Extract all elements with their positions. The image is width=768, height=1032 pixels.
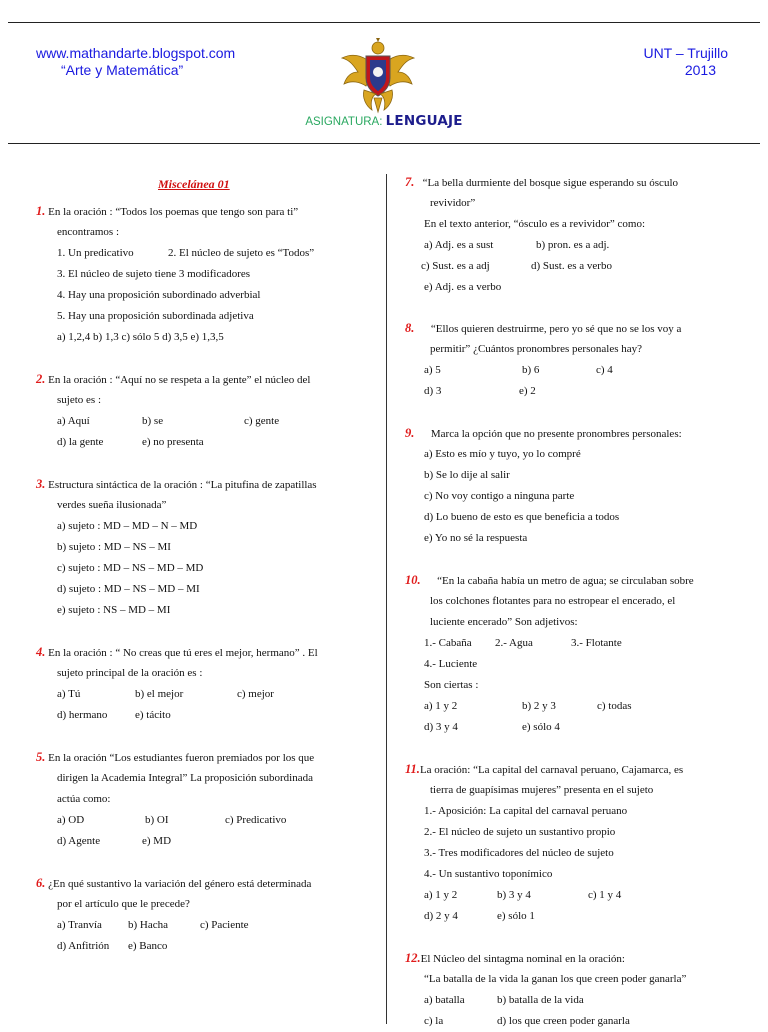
university-name: UNT – Trujillo bbox=[643, 45, 728, 61]
option: a) 1 y 2 bbox=[424, 700, 458, 712]
question-number: 4. bbox=[36, 645, 46, 659]
question-6 bbox=[36, 873, 311, 895]
header-rule bbox=[8, 143, 760, 144]
option: 4.- Luciente bbox=[424, 658, 478, 670]
question-number: 10. bbox=[405, 573, 421, 587]
question-number: 2. bbox=[36, 372, 46, 386]
question-4 bbox=[36, 642, 318, 664]
question-text: permitir” ¿Cuántos pronombres personales hay? bbox=[430, 343, 642, 355]
question-number: 11. bbox=[405, 762, 420, 776]
question-1 bbox=[36, 201, 298, 223]
question-text: dirigen la Academia Integral” La proposición subordinada bbox=[57, 772, 313, 784]
option: 2. El núcleo de sujeto es “Todos” bbox=[168, 247, 315, 259]
option: 3. El núcleo de sujeto tiene 3 modificadores bbox=[57, 268, 251, 280]
question-number: 12. bbox=[405, 951, 421, 965]
option: c) Predicativo bbox=[225, 814, 287, 826]
question-number: 9. bbox=[405, 426, 415, 440]
option: d) 3 bbox=[424, 385, 442, 397]
option: a) Aquí bbox=[57, 415, 90, 427]
subject-label: ASIGNATURA: bbox=[305, 116, 386, 128]
top-rule bbox=[8, 22, 760, 23]
question-8 bbox=[405, 318, 681, 340]
option: c) gente bbox=[244, 415, 280, 427]
university-crest-logo bbox=[340, 38, 416, 114]
question-text: ¿En qué sustantivo la variación del género está determinada bbox=[48, 878, 312, 890]
option: 5. Hay una proposición subordinada adjetiva bbox=[57, 310, 254, 322]
subject-heading bbox=[0, 113, 768, 129]
option: e) sujeto : NS – MD – MI bbox=[57, 604, 171, 616]
option: 3.- Tres modificadores del núcleo de sujeto bbox=[424, 847, 614, 859]
option: c) todas bbox=[597, 700, 632, 712]
option: d) la gente bbox=[57, 436, 104, 448]
question-text: “La batalla de la vida la ganan los que creen poder ganarla” bbox=[424, 973, 687, 985]
option: a) 1 y 2 bbox=[424, 889, 458, 901]
question-text: En la oración : “Aquí no se respeta a la gente” el núcleo del bbox=[48, 374, 311, 386]
question-text: “La bella durmiente del bosque sigue esperando su ósculo bbox=[422, 177, 678, 189]
question-12 bbox=[405, 948, 625, 970]
question-text bbox=[430, 591, 732, 612]
question-3 bbox=[36, 474, 317, 496]
option: b) sujeto : MD – NS – MI bbox=[57, 541, 171, 553]
option: e) no presenta bbox=[142, 436, 204, 448]
option: b) 6 bbox=[522, 364, 540, 376]
website-link[interactable]: www.mathandarte.blogspot.com bbox=[36, 45, 236, 61]
question-text: encontramos : bbox=[57, 226, 120, 238]
question-5 bbox=[36, 747, 314, 769]
option: 1. Un predicativo bbox=[57, 247, 134, 259]
question-text: revividor” bbox=[430, 197, 476, 209]
option: a) Adj. es a sust bbox=[424, 239, 494, 251]
option: b) Hacha bbox=[128, 919, 169, 931]
option: d) Sust. es a verbo bbox=[531, 260, 612, 272]
option: b) 3 y 4 bbox=[497, 889, 531, 901]
header-left bbox=[36, 45, 235, 79]
question-text: Marca la opción que no presente pronombres personales: bbox=[430, 428, 682, 440]
option: e) tácito bbox=[135, 709, 171, 721]
question-text: En el texto anterior, “ósculo es a revividor” como: bbox=[424, 218, 646, 230]
option: c) Paciente bbox=[200, 919, 249, 931]
option: d) Lo bueno de esto es que beneficia a todos bbox=[424, 511, 620, 523]
question-text: actúa como: bbox=[57, 793, 111, 805]
option: a) 1,2,4 b) 1,3 c) sólo 5 d) 3,5 e) 1,3,5 bbox=[57, 331, 224, 343]
question-9 bbox=[405, 423, 682, 445]
option: d) 2 y 4 bbox=[424, 910, 458, 922]
option: 1.- Cabaña bbox=[424, 637, 472, 649]
option: a) sujeto : MD – MD – N – MD bbox=[57, 520, 198, 532]
option: e) sólo 4 bbox=[522, 721, 560, 733]
option: 2.- El núcleo de sujeto un sustantivo propio bbox=[424, 826, 616, 838]
question-number: 8. bbox=[405, 321, 415, 335]
option: a) OD bbox=[57, 814, 85, 826]
option: a) Tú bbox=[57, 688, 81, 700]
option: d) Anfitrión bbox=[57, 940, 110, 952]
option: 3.- Flotante bbox=[571, 637, 622, 649]
question-text: El Núcleo del sintagma nominal en la oración: bbox=[420, 953, 625, 965]
question-text: tierra de guapísimas mujeres” presenta en el sujeto bbox=[430, 784, 654, 796]
question-text: En la oración : “Todos los poemas que tengo son para ti” bbox=[48, 206, 299, 218]
option: d) Agente bbox=[57, 835, 101, 847]
option: a) Tranvía bbox=[57, 919, 102, 931]
option: c) Sust. es a adj bbox=[421, 260, 490, 272]
question-10 bbox=[405, 570, 694, 592]
question-text: luciente encerado” Son adjetivos: bbox=[430, 616, 578, 628]
question-text: En la oración “Los estudiantes fueron premiados por los que bbox=[48, 752, 315, 764]
question-7 bbox=[405, 172, 678, 194]
option: e) Adj. es a verbo bbox=[424, 281, 502, 293]
question-number: 1. bbox=[36, 204, 46, 218]
year: 2013 bbox=[684, 62, 716, 78]
option: b) OI bbox=[145, 814, 169, 826]
option: c) No voy contigo a ninguna parte bbox=[424, 490, 575, 502]
question-text-line: los colchones flotantes para no estropear el encerado, el bbox=[430, 595, 676, 607]
column-divider bbox=[386, 174, 387, 1024]
option: d) sujeto : MD – NS – MD – MI bbox=[57, 583, 200, 595]
option: b) pron. es a adj. bbox=[536, 239, 610, 251]
option: a) 5 bbox=[424, 364, 441, 376]
question-text: verdes sueña ilusionada” bbox=[57, 499, 167, 511]
option: b) el mejor bbox=[135, 688, 184, 700]
option: d) hermano bbox=[57, 709, 108, 721]
tagline: “Arte y Matemática” bbox=[61, 62, 184, 78]
question-text: “Ellos quieren destruirme, pero yo sé que no se los voy a bbox=[430, 323, 682, 335]
option: c) mejor bbox=[237, 688, 274, 700]
option: c) sujeto : MD – NS – MD – MD bbox=[57, 562, 204, 574]
option: b) batalla de la vida bbox=[497, 994, 584, 1006]
header-right bbox=[618, 45, 728, 79]
question-number: 7. bbox=[405, 175, 415, 189]
option: d) los que creen poder ganarla bbox=[497, 1015, 630, 1027]
option: c) 4 bbox=[596, 364, 613, 376]
option: b) Se lo dije al salir bbox=[424, 469, 510, 481]
option: b) 2 y 3 bbox=[522, 700, 556, 712]
option: e) MD bbox=[142, 835, 172, 847]
option: e) 2 bbox=[519, 385, 536, 397]
question-2 bbox=[36, 369, 311, 391]
option: 1.- Aposición: La capital del carnaval peruano bbox=[424, 805, 628, 817]
option: c) 1 y 4 bbox=[588, 889, 622, 901]
question-number: 5. bbox=[36, 750, 46, 764]
question-text: En la oración : “ No creas que tú eres el mejor, hermano” . El bbox=[48, 647, 318, 659]
option: a) batalla bbox=[424, 994, 465, 1006]
option: e) sólo 1 bbox=[497, 910, 535, 922]
option: e) Banco bbox=[128, 940, 168, 952]
option: b) se bbox=[142, 415, 164, 427]
option: a) Esto es mío y tuyo, yo lo compré bbox=[424, 448, 581, 460]
option: Son ciertas : bbox=[424, 679, 479, 691]
option: c) la bbox=[424, 1015, 444, 1027]
option: 2.- Agua bbox=[495, 637, 533, 649]
question-text: sujeto es : bbox=[57, 394, 101, 406]
option: e) Yo no sé la respuesta bbox=[424, 532, 528, 544]
subject-name: LENGUAJE bbox=[385, 113, 463, 129]
question-text: Estructura sintáctica de la oración : “La pitufina de zapatillas bbox=[48, 479, 317, 491]
question-11 bbox=[405, 759, 683, 781]
worksheet-title: Miscelánea 01 bbox=[158, 177, 230, 191]
option: d) 3 y 4 bbox=[424, 721, 458, 733]
option: 4. Hay una proposición subordinado adverbial bbox=[57, 289, 261, 301]
question-text: “En la cabaña había un metro de agua; se circulaban sobre bbox=[437, 575, 694, 587]
question-text: La oración: “La capital del carnaval peruano, Cajamarca, es bbox=[419, 764, 684, 776]
question-text: sujeto principal de la oración es : bbox=[57, 667, 203, 679]
question-number: 3. bbox=[36, 477, 46, 491]
question-number: 6. bbox=[36, 876, 46, 890]
option: 4.- Un sustantivo toponímico bbox=[424, 868, 553, 880]
question-text: por el artículo que le precede? bbox=[57, 898, 190, 910]
